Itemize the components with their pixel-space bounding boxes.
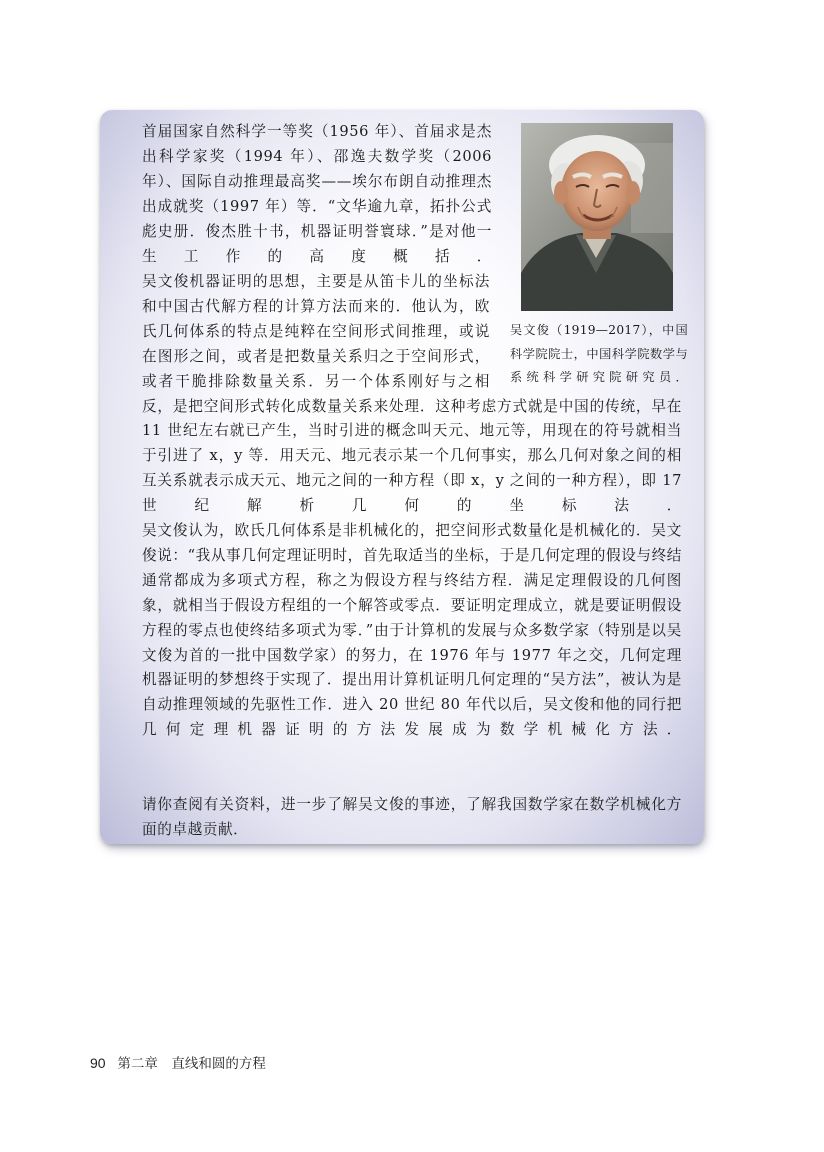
photo-caption: 吴文俊（1919—2017），中国科学院院士，中国科学院数学与系统科学研究院研究员． [510, 323, 688, 385]
portrait-photo [521, 123, 673, 311]
paragraph-1: 首届国家自然科学一等奖（1956 年）、首届求是杰出科学家奖（1994 年）、邵逸夫数学奖（2006 年）、国际自动推理最高奖——埃尔布朗自动推理杰出成就奖（1997 年）等．“文华逾九章，拓扑公式彪史册．俊杰胜十书，机器证明誉寰球．”是对他一生工作的高度概括． [142, 123, 492, 265]
page-number: 90 [90, 1055, 106, 1071]
paragraph-3: 吴文俊认为，欧氏几何体系是非机械化的，把空间形式数量化是机械化的．吴文俊说：“我从事几何定理证明时，首先取适当的坐标，于是几何定理的假设与终结通常都成为多项式方程，称之为假设方程与终结方程．满足定理假设的几何图象，就相当于假设方程组的一个解答或零点．要证明定理成立，就是要证明假设方程的零点也使终结多项式为零．”由于计算机的发展与众多数学家（特别是以吴文俊为首的一批中国数学家）的努力，在 1976 年与 1977 年之交，几何定理机器证明的梦想终于实现了．提出用计算机证明几何定理的“吴方法”，被认为是自动推理领域的先驱性工作．进入 20 世纪 80 年代以后，吴文俊和他的同行把几何定理机器证明的方法发展成为数学机械化方法． [142, 522, 682, 739]
chapter-title: 第二章 直线和圆的方程 [117, 1056, 266, 1071]
page-footer [90, 1052, 266, 1072]
paragraph-2-text: 吴文俊机器证明的思想，主要是从笛卡儿的坐标法和中国古代解方程的计算方法而来的．他认为，欧氏几何体系的特点是纯粹在空间形式间推理，或说在图形之间，或者是把数量关系归之于空间形式，或者干脆排除数量关系．另一个体系刚好与之相反，是把空间形式转化成数量关系来处理．这种考虑方式就是中国的传统，早在 11 世纪左右就已产生，当时引进的概念叫天元、地元等，用现在的符号就相当于引进了 x，y 等．用天元、地元表示某一个几何事实，那么几何对象之间的相互关系就表示成天元、地元之间的一种方程（即 x，y 之间的一种方程），即 17 世纪解析几何的坐标法． [142, 273, 682, 515]
paragraph-4: 请你查阅有关资料，进一步了解吴文俊的事迹，了解我国数学家在数学机械化方面的卓越贡献． [142, 796, 682, 838]
